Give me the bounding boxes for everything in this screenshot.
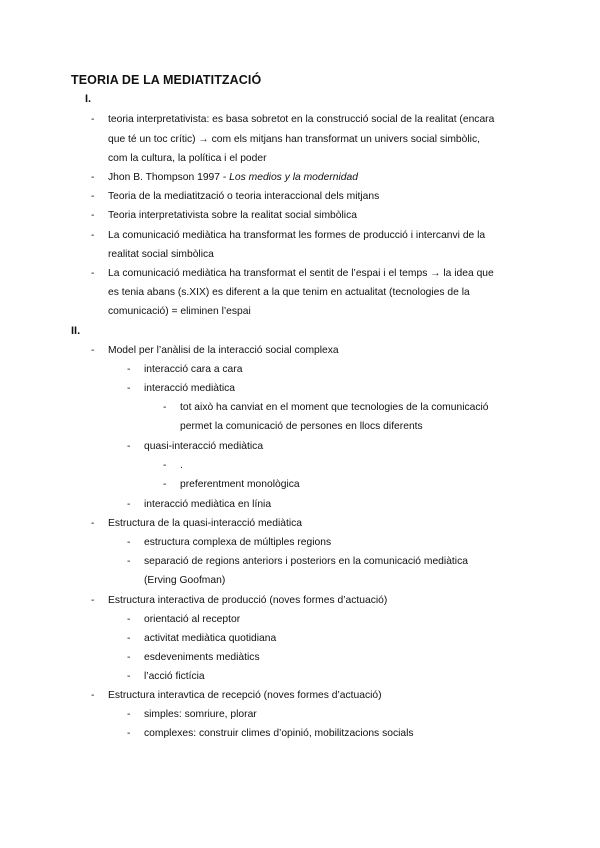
list-item-line: esdeveniments mediàtics bbox=[144, 652, 260, 663]
list-item-line: interacció mediàtica en línia bbox=[144, 499, 272, 510]
bullet-dash: - bbox=[127, 728, 131, 739]
bullet-dash: - bbox=[163, 460, 167, 471]
list-item-line: Estructura de la quasi-interacció mediàtica bbox=[108, 518, 303, 529]
list-item-line: Teoria interpretativista sobre la realitat social simbòlica bbox=[108, 210, 357, 221]
bullet-dash: - bbox=[91, 595, 95, 606]
bullet-dash: - bbox=[91, 230, 95, 241]
list-item-line: . bbox=[180, 460, 183, 471]
bullet-dash: - bbox=[127, 364, 131, 375]
bullet-dash: - bbox=[127, 671, 131, 682]
bullet-dash: - bbox=[91, 690, 95, 701]
bullet-dash: - bbox=[91, 210, 95, 221]
list-item-line: complexes: construir climes d’opinió, mobilitzacions socials bbox=[144, 728, 414, 739]
list-item-line: permet la comunicació de persones en llocs diferents bbox=[180, 421, 423, 432]
citation-author: Jhon B. Thompson 1997 - bbox=[108, 172, 230, 183]
list-item-line: que té un toc crític) → com els mitjans han transformat un univers social simbòlic, bbox=[108, 133, 480, 145]
section-i-heading: I. bbox=[85, 93, 92, 105]
bullet-dash: - bbox=[91, 114, 95, 125]
bullet-dash: - bbox=[91, 172, 95, 183]
list-item-line: teoria interpretativista: es basa sobretot en la construcció social de la realitat (encara bbox=[108, 114, 495, 125]
list-item-line: realitat social simbòlica bbox=[108, 249, 214, 260]
bullet-dash: - bbox=[163, 402, 167, 413]
list-item-line: com la cultura, la política i el poder bbox=[108, 153, 267, 164]
list-item-line: Estructura interactiva de producció (noves formes d’actuació) bbox=[108, 595, 388, 606]
bullet-dash: - bbox=[91, 268, 95, 279]
list-item-line: separació de regions anteriors i posteriors en la comunicació mediàtica bbox=[144, 556, 468, 567]
list-item-line: interacció cara a cara bbox=[144, 364, 243, 375]
bullet-dash: - bbox=[127, 537, 131, 548]
list-item-line: Model per l’anàlisi de la interacció social complexa bbox=[108, 345, 339, 356]
list-item-line: La comunicació mediàtica ha transformat les formes de producció i intercanvi de la bbox=[108, 230, 486, 241]
list-item-line: quasi-interacció mediàtica bbox=[144, 441, 264, 452]
list-item-line: estructura complexa de múltiples regions bbox=[144, 537, 332, 548]
list-item-line: Teoria de la mediatització o teoria interaccional dels mitjans bbox=[108, 191, 380, 202]
bullet-dash: - bbox=[91, 345, 95, 356]
bullet-dash: - bbox=[163, 479, 167, 490]
list-item-line: interacció mediàtica bbox=[144, 383, 235, 394]
bullet-dash: - bbox=[127, 652, 131, 663]
bullet-dash: - bbox=[91, 191, 95, 202]
bullet-dash: - bbox=[127, 441, 131, 452]
bullet-dash: - bbox=[127, 709, 131, 720]
list-item-line: comunicació) = eliminen l’espai bbox=[108, 306, 251, 317]
page-title: TEORIA DE LA MEDIATITZACIÓ bbox=[71, 73, 262, 87]
list-item-line bbox=[108, 168, 358, 187]
bullet-dash: - bbox=[127, 499, 131, 510]
bullet-dash: - bbox=[91, 518, 95, 529]
bullet-dash: - bbox=[127, 633, 131, 644]
list-item-line: La comunicació mediàtica ha transformat el sentit de l’espai i el temps → la idea que bbox=[108, 268, 494, 279]
bullet-dash: - bbox=[127, 383, 131, 394]
list-item-line: simples: somriure, plorar bbox=[144, 709, 257, 720]
section-ii-heading: II. bbox=[71, 325, 81, 337]
citation-book-title: Los medios y la modernidad bbox=[229, 172, 358, 183]
list-item-line: activitat mediàtica quotidiana bbox=[144, 633, 277, 644]
list-item-line: Estructura interavtica de recepció (noves formes d’actuació) bbox=[108, 690, 382, 701]
bullet-dash: - bbox=[127, 614, 131, 625]
bullet-dash: - bbox=[127, 556, 131, 567]
list-item-line: es tenia abans (s.XIX) es diferent a la que tenim en actualitat (tecnologies de la bbox=[108, 287, 470, 298]
list-item-line: tot això ha canviat en el moment que tecnologies de la comunicació bbox=[180, 402, 489, 413]
list-item-line: orientació al receptor bbox=[144, 614, 241, 625]
list-item-line: l’acció fictícia bbox=[144, 671, 205, 682]
list-item-line: preferentment monològica bbox=[180, 479, 300, 490]
list-item-line: (Erving Goofman) bbox=[144, 575, 226, 586]
